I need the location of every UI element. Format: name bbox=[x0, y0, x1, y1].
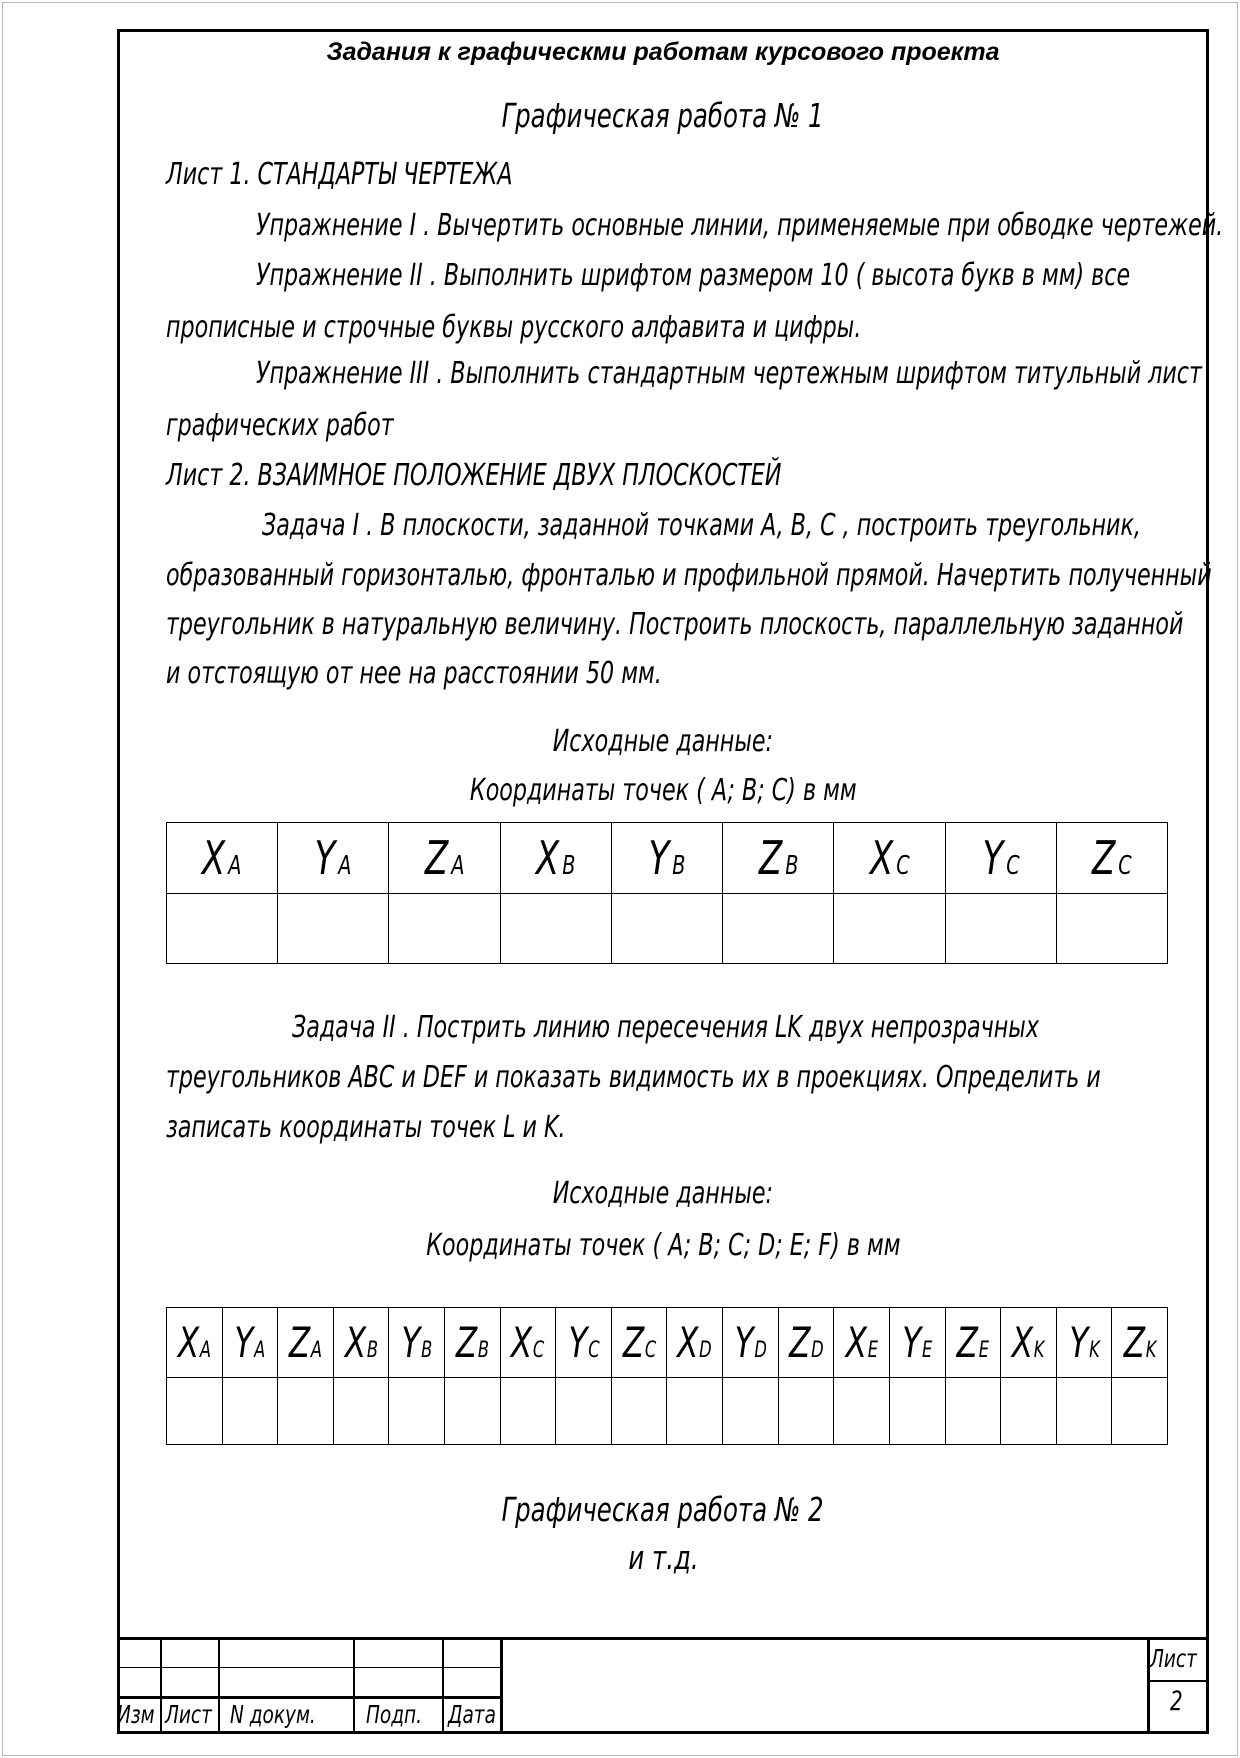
header-subscript: B bbox=[672, 851, 686, 881]
exercise1-text: Упражнение I . Вычертить основные линии, применяемые при обводке чертежей. bbox=[256, 208, 1224, 243]
header-letter: Z bbox=[758, 831, 782, 885]
sheet-cell-line bbox=[1147, 1680, 1209, 1682]
header-subscript: C bbox=[533, 1338, 545, 1363]
value-cell-zc[interactable] bbox=[1056, 894, 1167, 964]
task1-line3: треугольник в натуральную величину. Построить плоскость, параллельную заданной bbox=[166, 607, 1184, 642]
value-cell-xb[interactable] bbox=[500, 894, 611, 964]
header-letter: Z bbox=[788, 1318, 811, 1367]
value-cell-xb[interactable] bbox=[333, 1378, 389, 1445]
header-label bbox=[401, 1318, 432, 1367]
value-cell-zc[interactable] bbox=[611, 1378, 667, 1445]
header-subscript: C bbox=[587, 1338, 600, 1363]
header-cell-zc bbox=[611, 1308, 667, 1378]
header-label bbox=[1092, 831, 1132, 885]
header-subscript: C bbox=[1005, 851, 1020, 881]
header-letter: X bbox=[869, 831, 893, 885]
header-letter: X bbox=[536, 831, 560, 885]
header-subscript: D bbox=[699, 1338, 713, 1363]
header-letter: Z bbox=[455, 1318, 478, 1367]
header-subscript: C bbox=[644, 1338, 656, 1363]
task1-line1: Задача I . В плоскости, заданной точками A, B, C , построить треугольник, bbox=[262, 508, 1141, 543]
header-letter: Y bbox=[648, 831, 670, 885]
sheet-label: Лист bbox=[1150, 1644, 1197, 1673]
header-subscript: A bbox=[310, 1338, 323, 1363]
header-subscript: B bbox=[562, 851, 576, 881]
coordinates-table-1 bbox=[166, 822, 1168, 964]
header-label bbox=[902, 1318, 932, 1367]
title-block-col-line bbox=[442, 1637, 444, 1734]
value-cell-xd[interactable] bbox=[667, 1378, 723, 1445]
header-label bbox=[456, 1318, 489, 1367]
sheet2-heading: Лист 2. ВЗАИМНОЕ ПОЛОЖЕНИЕ ДВУХ ПЛОСКОСТЕЙ bbox=[166, 458, 782, 493]
title-block-row-line bbox=[117, 1696, 502, 1699]
header-label bbox=[957, 1318, 989, 1367]
task2-line2: треугольников ABC и DEF и показать видимость их в проекциях. Определить и bbox=[166, 1060, 1101, 1095]
header-subscript: K bbox=[1088, 1338, 1100, 1363]
n-dokum-label: N докум. bbox=[230, 1700, 316, 1729]
value-cell-za[interactable] bbox=[278, 1378, 334, 1445]
header-letter: Y bbox=[568, 1318, 587, 1367]
sheet-number: 2 bbox=[1170, 1686, 1183, 1717]
value-cell-xa[interactable] bbox=[167, 1378, 223, 1445]
coordinates-caption-1: Координаты точек ( A; B; C) в мм bbox=[469, 773, 857, 808]
header-cell-xd bbox=[667, 1308, 723, 1378]
header-subscript: E bbox=[921, 1338, 933, 1363]
work2-etc: и т.д. bbox=[627, 1538, 699, 1577]
sheet1-heading: Лист 1. СТАНДАРТЫ ЧЕРТЕЖА bbox=[166, 157, 513, 192]
work1-title: Графическая работа № 1 bbox=[502, 96, 824, 135]
header-cell-xc bbox=[500, 1308, 556, 1378]
value-cell-zd[interactable] bbox=[778, 1378, 834, 1445]
header-subscript: B bbox=[366, 1338, 378, 1363]
value-cell-xc[interactable] bbox=[834, 894, 945, 964]
title-block-col-line bbox=[160, 1637, 162, 1734]
header-label bbox=[202, 831, 241, 885]
header-label bbox=[234, 1318, 265, 1367]
header-label bbox=[734, 1318, 766, 1367]
header-letter: X bbox=[511, 1318, 533, 1367]
exercise3-line1: Упражнение III . Выполнить стандартным чертежным шрифтом титульный лист bbox=[256, 356, 1202, 391]
input-data-label-1: Исходные данные: bbox=[552, 724, 774, 759]
header-cell-zb bbox=[723, 823, 834, 894]
coordinates-caption-2: Координаты точек ( A; B; C; D; E; F) в мм bbox=[425, 1228, 901, 1263]
value-cell-zb[interactable] bbox=[723, 894, 834, 964]
input-data-label-2: Исходные данные: bbox=[552, 1176, 774, 1211]
header-label bbox=[622, 1318, 655, 1367]
title-block-col-line bbox=[218, 1637, 220, 1734]
value-cell-xk[interactable] bbox=[1001, 1378, 1057, 1445]
header-label bbox=[1012, 1318, 1045, 1367]
header-letter: X bbox=[1012, 1318, 1034, 1367]
title-block-row-line bbox=[117, 1667, 502, 1668]
header-subscript: A bbox=[254, 1338, 266, 1363]
header-subscript: D bbox=[753, 1338, 767, 1363]
data-label: Дата bbox=[448, 1700, 496, 1729]
podp-label: Подп. bbox=[366, 1700, 422, 1729]
header-label bbox=[982, 831, 1019, 885]
header-label bbox=[511, 1318, 544, 1367]
header-subscript: A bbox=[338, 851, 352, 881]
header-cell-ya bbox=[278, 823, 389, 894]
header-cell-xb bbox=[333, 1308, 389, 1378]
header-label bbox=[289, 1318, 322, 1367]
header-letter: Z bbox=[956, 1318, 978, 1367]
value-cell-yk[interactable] bbox=[1056, 1378, 1112, 1445]
header-label bbox=[758, 831, 797, 885]
title-block-col-line bbox=[500, 1637, 503, 1734]
header-subscript: B bbox=[421, 1338, 433, 1363]
header-subscript: D bbox=[810, 1338, 824, 1363]
work2-title: Графическая работа № 2 bbox=[502, 1490, 824, 1529]
header-cell-xc bbox=[834, 823, 945, 894]
header-label bbox=[870, 831, 910, 885]
header-cell-za bbox=[389, 823, 500, 894]
header-label bbox=[536, 831, 575, 885]
header-letter: X bbox=[344, 1318, 366, 1367]
header-label bbox=[425, 831, 464, 885]
header-letter: Y bbox=[902, 1318, 922, 1367]
header-letter: X bbox=[202, 831, 226, 885]
header-subscript: B bbox=[477, 1338, 489, 1363]
header-letter: X bbox=[677, 1318, 699, 1367]
header-label bbox=[789, 1318, 824, 1367]
header-label bbox=[677, 1318, 712, 1367]
header-cell-yd bbox=[723, 1308, 779, 1378]
header-letter: Z bbox=[288, 1318, 311, 1367]
value-cell-ze[interactable] bbox=[945, 1378, 1001, 1445]
header-letter: Y bbox=[1068, 1318, 1088, 1367]
header-letter: Y bbox=[314, 831, 336, 885]
coordinates-table-2 bbox=[166, 1307, 1168, 1445]
value-cell-xe[interactable] bbox=[834, 1378, 890, 1445]
header-label bbox=[568, 1318, 599, 1367]
header-label bbox=[1123, 1318, 1156, 1367]
task2-line3: записать координаты точек L и K. bbox=[166, 1110, 566, 1145]
header-cell-yb bbox=[611, 823, 722, 894]
header-letter: X bbox=[177, 1318, 200, 1367]
title-block-top-line bbox=[117, 1637, 1209, 1640]
value-cell-xc[interactable] bbox=[500, 1378, 556, 1445]
header-cell-xa bbox=[167, 1308, 223, 1378]
header-subscript: A bbox=[451, 851, 465, 881]
task2-line1: Задача II . Пострить линию пересечения LK двух непрозрачных bbox=[292, 1010, 1039, 1045]
header-letter: X bbox=[845, 1318, 867, 1367]
value-cell-ya[interactable] bbox=[222, 1378, 278, 1445]
header-label bbox=[345, 1318, 378, 1367]
header-letter: Y bbox=[234, 1318, 254, 1367]
header-cell-xb bbox=[500, 823, 611, 894]
header-letter: Y bbox=[401, 1318, 421, 1367]
value-cell-za[interactable] bbox=[389, 894, 500, 964]
header-cell-zc bbox=[1056, 823, 1167, 894]
header-cell-yc bbox=[556, 1308, 612, 1378]
exercise2-line1: Упражнение II . Выполнить шрифтом размером 10 ( высота букв в мм) все bbox=[256, 258, 1131, 293]
header-cell-xa bbox=[167, 823, 278, 894]
value-cell-yb[interactable] bbox=[389, 1378, 445, 1445]
header-letter: Z bbox=[622, 1318, 644, 1367]
header-subscript: K bbox=[1145, 1338, 1157, 1363]
value-cell-zk[interactable] bbox=[1112, 1378, 1168, 1445]
value-cell-zb[interactable] bbox=[445, 1378, 501, 1445]
header-subscript: A bbox=[228, 851, 242, 881]
header-letter: Y bbox=[734, 1318, 754, 1367]
header-label bbox=[648, 831, 685, 885]
header-subscript: C bbox=[895, 851, 910, 881]
header-letter: Z bbox=[424, 831, 449, 885]
header-subscript: K bbox=[1034, 1338, 1045, 1363]
header-subscript: B bbox=[784, 851, 798, 881]
header-cell-yc bbox=[945, 823, 1056, 894]
header-label bbox=[845, 1318, 877, 1367]
header-cell-ye bbox=[889, 1308, 945, 1378]
header-cell-xe bbox=[834, 1308, 890, 1378]
header-label bbox=[315, 831, 352, 885]
document-title: Задания к графическми работам курсового проекта bbox=[326, 38, 1000, 66]
header-cell-yb bbox=[389, 1308, 445, 1378]
value-cell-yc[interactable] bbox=[556, 1378, 612, 1445]
task1-line4: и отстоящую от нее на расстоянии 50 мм. bbox=[166, 656, 662, 691]
value-cell-yb[interactable] bbox=[611, 894, 722, 964]
exercise3-line2: графических работ bbox=[166, 408, 394, 443]
header-subscript: E bbox=[978, 1338, 989, 1363]
header-label bbox=[178, 1318, 211, 1367]
value-cell-ye[interactable] bbox=[889, 1378, 945, 1445]
header-letter: Z bbox=[1092, 831, 1116, 885]
title-block-col-line bbox=[353, 1637, 355, 1734]
header-label bbox=[1069, 1318, 1099, 1367]
value-cell-yc[interactable] bbox=[945, 894, 1056, 964]
header-subscript: A bbox=[199, 1338, 211, 1363]
header-subscript: C bbox=[1118, 851, 1132, 881]
header-letter: Z bbox=[1123, 1318, 1145, 1367]
value-cell-ya[interactable] bbox=[278, 894, 389, 964]
header-cell-yk bbox=[1056, 1308, 1112, 1378]
list-label: Лист bbox=[165, 1700, 212, 1729]
header-subscript: E bbox=[867, 1338, 878, 1363]
header-cell-zd bbox=[778, 1308, 834, 1378]
header-cell-ya bbox=[222, 1308, 278, 1378]
header-cell-zb bbox=[445, 1308, 501, 1378]
task1-line2: образованный горизонталью, фронталью и профильной прямой. Начертить полученный bbox=[166, 558, 1212, 593]
header-cell-zk bbox=[1112, 1308, 1168, 1378]
exercise2-line2: прописные и строчные буквы русского алфавита и цифры. bbox=[166, 310, 862, 345]
izm-label: Изм bbox=[117, 1700, 155, 1729]
value-cell-xa[interactable] bbox=[167, 894, 278, 964]
value-cell-yd[interactable] bbox=[723, 1378, 779, 1445]
header-cell-za bbox=[278, 1308, 334, 1378]
header-cell-xk bbox=[1001, 1308, 1057, 1378]
header-letter: Y bbox=[982, 831, 1003, 885]
header-cell-ze bbox=[945, 1308, 1001, 1378]
